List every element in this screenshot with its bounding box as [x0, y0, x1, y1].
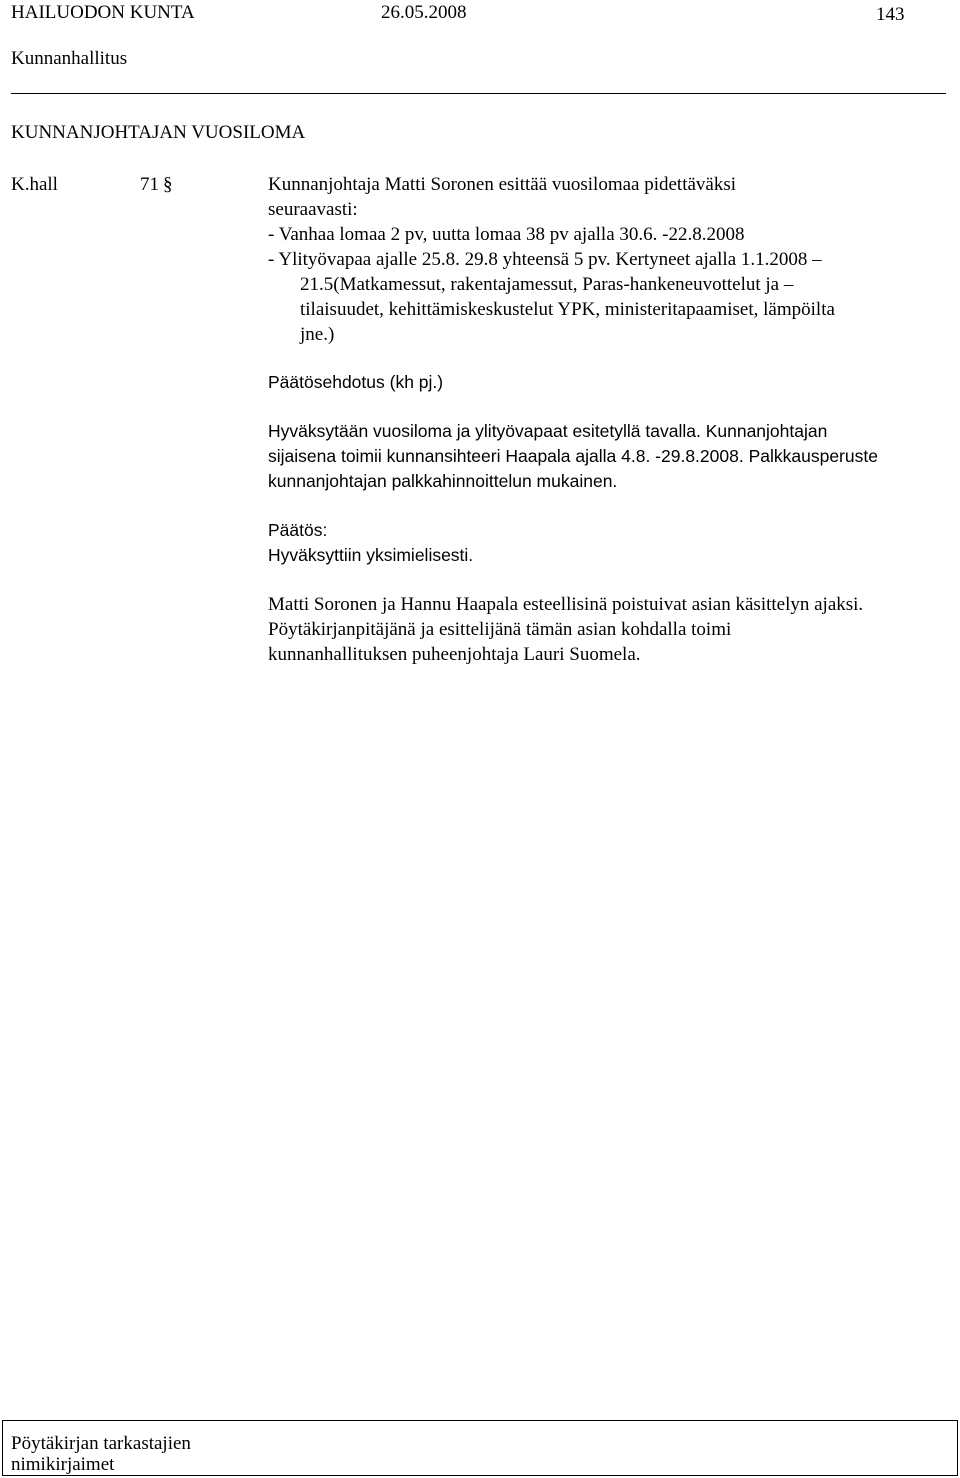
proposal-heading: Päätösehdotus (kh pj.) — [268, 372, 444, 392]
section-sign: § — [163, 174, 173, 195]
item-title: KUNNANJOHTAJAN VUOSILOMA — [11, 122, 306, 143]
meeting-date: 26.05.2008 — [381, 2, 467, 23]
proposal-text-line: kunnanjohtajan palkkahinnoittelun mukainen. — [268, 471, 618, 491]
proposal-line: Kunnanjohtaja Matti Soronen esittää vuosilomaa pidettäväksi — [268, 174, 737, 195]
decision-text: Hyväksyttiin yksimielisesti. — [268, 545, 474, 565]
footer-label: Pöytäkirjan tarkastajien — [11, 1433, 191, 1454]
proposal-line: - Ylityövapaa ajalle 25.8. 29.8 yhteensä 5 pv. Kertyneet ajalla 1.1.2008 – — [268, 249, 822, 270]
proposal-text-line: Hyväksytään vuosiloma ja ylityövapaat esitetyllä tavalla. Kunnanjohtajan — [268, 421, 828, 441]
proposal-line: - Vanhaa lomaa 2 pv, uutta lomaa 38 pv ajalla 30.6. -22.8.2008 — [268, 224, 745, 245]
item-ref: K.hall — [11, 174, 58, 195]
proposal-line: seuraavasti: — [268, 199, 358, 220]
proposal-line: 21.5(Matkamessut, rakentajamessut, Paras-hankeneuvottelut ja – — [300, 274, 794, 295]
item-number: 71 — [140, 174, 159, 195]
decision-heading: Päätös: — [268, 520, 328, 540]
note-line: kunnanhallituksen puheenjohtaja Lauri Suomela. — [268, 644, 641, 665]
proposal-line: jne.) — [300, 324, 335, 345]
footer-box — [2, 1420, 958, 1476]
footer-label: nimikirjaimet — [11, 1454, 115, 1475]
note-line: Pöytäkirjanpitäjänä ja esittelijänä tämän asian kohdalla toimi — [268, 619, 732, 640]
page-number: 143 — [876, 4, 905, 25]
note-line: Matti Soronen ja Hannu Haapala esteellisinä poistuivat asian käsittelyn ajaksi. — [268, 594, 864, 615]
body-name: Kunnanhallitus — [11, 48, 128, 69]
organization-name: HAILUODON KUNTA — [11, 2, 195, 23]
proposal-line: tilaisuudet, kehittämiskeskustelut YPK, ministeritapaamiset, lämpöilta — [300, 299, 835, 320]
proposal-text-line: sijaisena toimii kunnansihteeri Haapala ajalla 4.8. -29.8.2008. Palkkausperuste — [268, 446, 878, 466]
header-divider — [11, 93, 946, 94]
